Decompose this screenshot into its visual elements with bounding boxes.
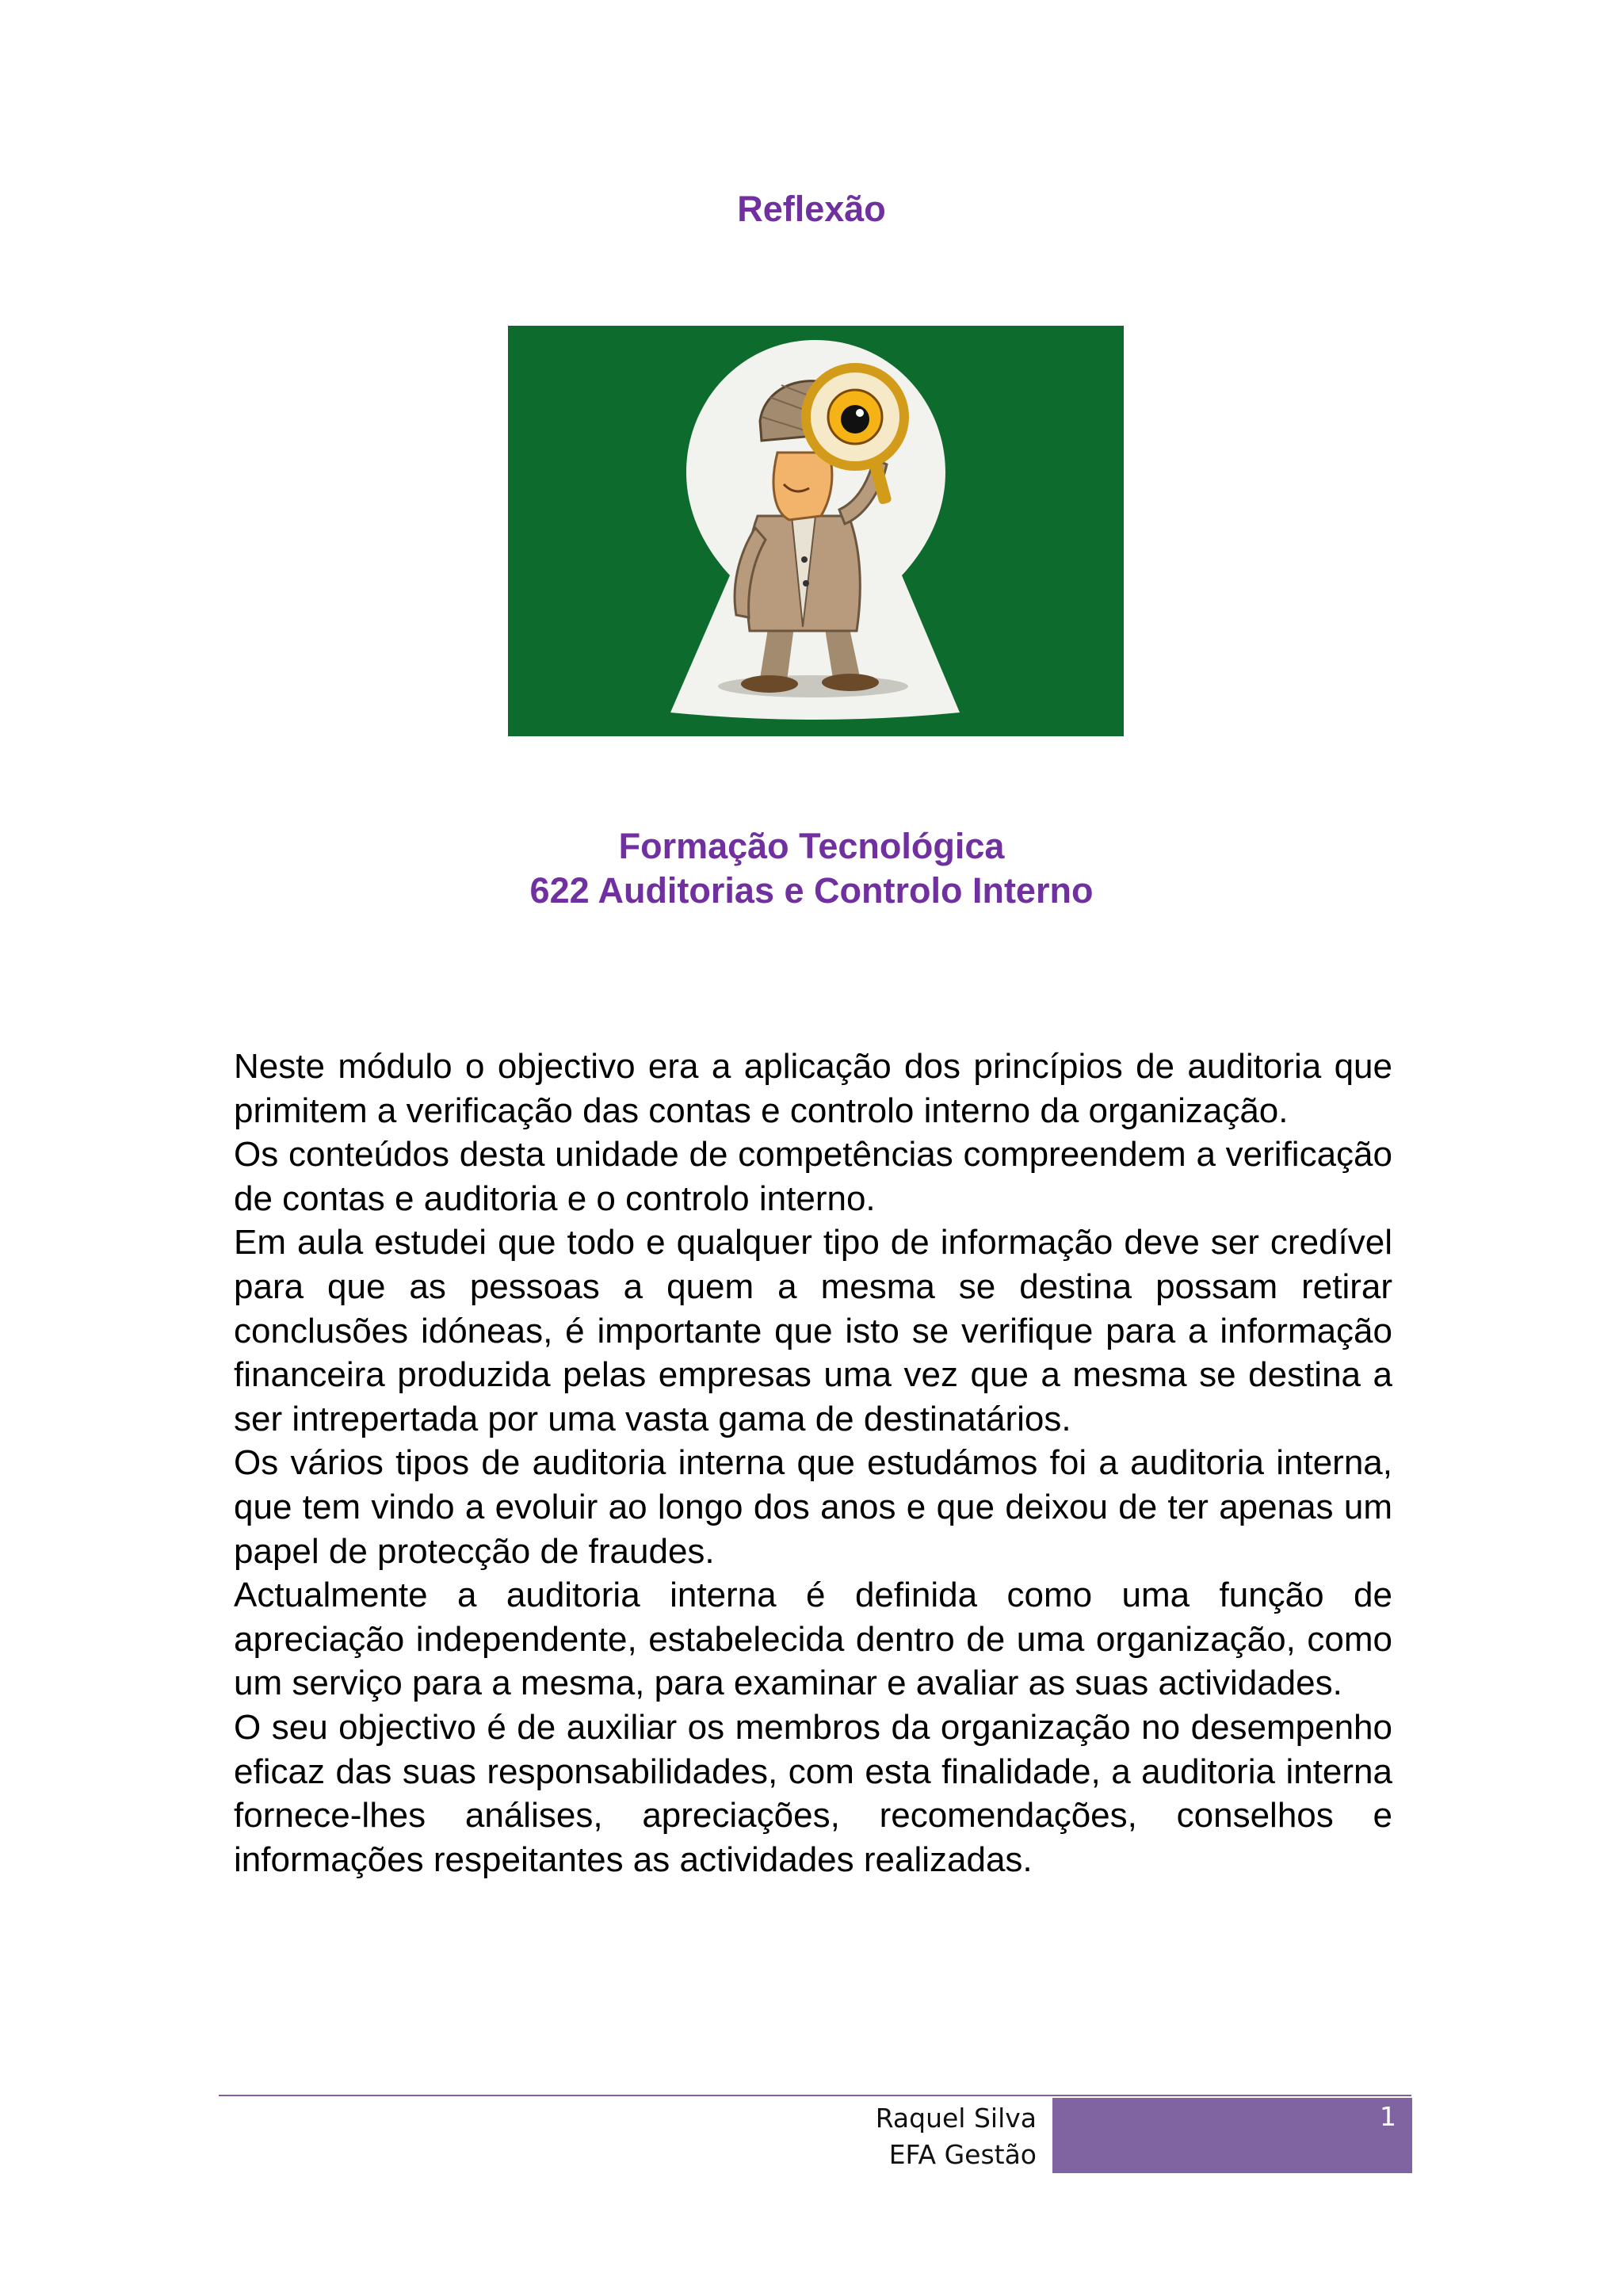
footer-page-box	[1052, 2098, 1412, 2173]
paragraph-6: O seu objectivo é de auxiliar os membros da organização no desempenho eficaz das suas responsabilidades, com esta finalidade, a auditoria interna fornece-lhes análises, apreciações, recomendações, conselhos e informações respeitantes as actividades realizadas.	[234, 1707, 1392, 1879]
reflection-body	[234, 1045, 1392, 1881]
page-number: 1	[1380, 2101, 1396, 2132]
course-heading	[0, 824, 1623, 913]
paragraph-4: Os vários tipos de auditoria interna que estudámos foi a auditoria interna, que tem vindo a evoluir ao longo dos anos e que deixou de ter apenas um papel de protecção de fraudes.	[234, 1443, 1392, 1571]
paragraph-1: Neste módulo o objectivo era a aplicação dos princípios de auditoria que primitem a verificação das contas e controlo interno da organização.	[234, 1047, 1392, 1130]
document-title: Reflexão	[737, 189, 886, 229]
paragraph-3: Em aula estudei que todo e qualquer tipo de informação deve ser credível para que as pessoas a quem a mesma se destina possam retirar conclusões idóneas, é importante que isto se verifique para a informação financeira produzida pelas empresas uma vez que a mesma se destina a ser intrepertada por uma vasta gama de destinatários.	[234, 1223, 1392, 1438]
course-area-title: Formação Tecnológica	[618, 826, 1005, 866]
footer-divider	[219, 2095, 1411, 2096]
paragraph-5: Actualmente a auditoria interna é definida como uma função de apreciação independente, estabelecida dentro de uma organização, como um serviço para a mesma, para examinar e avaliar as suas actividades.	[234, 1576, 1392, 1703]
paragraph-2: Os conteúdos desta unidade de competências compreendem a verificação de contas e auditoria e o controlo interno.	[234, 1135, 1392, 1218]
footer-course: EFA Gestão	[888, 2139, 1037, 2170]
detective-keyhole-illustration	[508, 326, 1124, 736]
module-title: 622 Auditorias e Controlo Interno	[529, 870, 1094, 911]
footer-author-block	[856, 2100, 1037, 2173]
footer-author: Raquel Silva	[875, 2103, 1037, 2134]
